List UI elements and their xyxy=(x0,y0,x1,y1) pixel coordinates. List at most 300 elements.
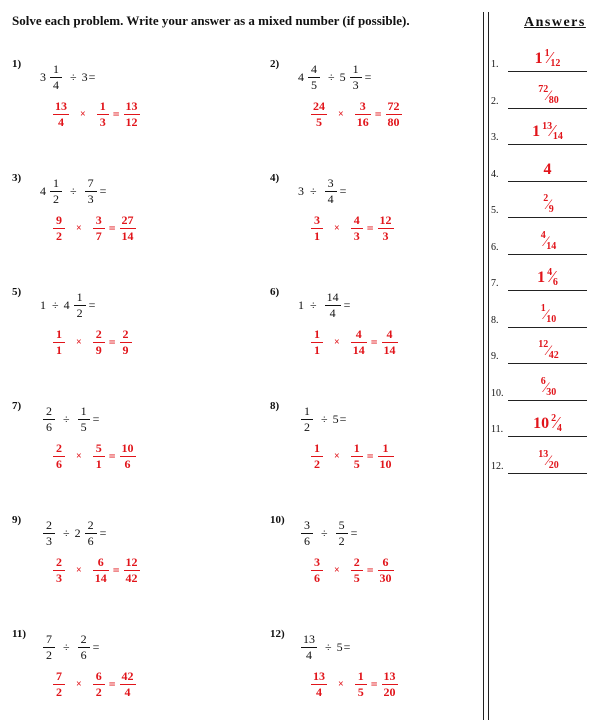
fraction xyxy=(308,63,320,92)
fraction xyxy=(43,633,55,662)
denominator: 2 xyxy=(53,191,59,206)
denominator: 5 xyxy=(311,77,317,92)
numerator: 13 xyxy=(55,98,67,113)
times-sign: × xyxy=(76,222,82,234)
numerator: 1 xyxy=(76,289,83,304)
denominator: 5 xyxy=(357,684,364,699)
answer-denominator: 80 xyxy=(548,94,559,106)
numerator: 1 xyxy=(353,440,360,455)
numerator: 7 xyxy=(46,631,52,646)
answer-line xyxy=(508,400,587,401)
answer-number: 4. xyxy=(491,168,499,180)
answer-number: 3. xyxy=(491,132,499,143)
answer-numerator: 12 xyxy=(538,339,549,350)
fraction-slash: ⁄ xyxy=(544,233,548,250)
denominator: 2 xyxy=(314,456,320,471)
problem-number: 5) xyxy=(12,286,22,298)
denominator: 2 xyxy=(304,419,310,434)
problem-question xyxy=(40,288,95,322)
answer-line xyxy=(508,108,587,109)
fraction xyxy=(351,328,367,357)
problem-question xyxy=(298,516,357,550)
fraction xyxy=(378,442,394,471)
problem-question xyxy=(298,288,350,322)
numerator: 13 xyxy=(383,668,396,683)
answer-number: 12. xyxy=(491,460,504,472)
problem-question xyxy=(298,630,350,664)
denominator: 6 xyxy=(304,533,310,548)
numerator: 1 xyxy=(314,440,320,455)
answer-row xyxy=(491,227,591,257)
numerator: 3 xyxy=(359,98,366,113)
answer-row xyxy=(491,263,591,293)
times-sign: × xyxy=(334,450,340,462)
times-sign: × xyxy=(76,564,82,576)
fraction xyxy=(301,633,317,662)
denominator: 1 xyxy=(95,456,102,471)
denominator: 2 xyxy=(95,684,102,699)
whole-number: 5 xyxy=(339,69,346,84)
denominator: 5 xyxy=(80,419,87,434)
equals-sign: = xyxy=(370,334,378,349)
equals-sign: = xyxy=(88,69,96,84)
worked-solution xyxy=(50,438,139,474)
divide-sign: ÷ xyxy=(70,183,77,198)
worked-solution xyxy=(308,438,397,474)
denominator: 9 xyxy=(122,342,129,357)
numerator: 2 xyxy=(80,631,87,646)
numerator: 9 xyxy=(56,212,62,227)
divide-sign: ÷ xyxy=(70,69,77,84)
problem-number: 4) xyxy=(270,172,280,184)
equals-sign: = xyxy=(108,448,116,463)
numerator: 6 xyxy=(95,668,102,683)
answer-value xyxy=(508,230,587,252)
worked-solution xyxy=(50,324,135,360)
fraction-slash: ⁄ xyxy=(548,48,552,67)
answer-value xyxy=(508,339,587,361)
problem xyxy=(12,286,232,386)
fraction xyxy=(43,405,55,434)
answer-line xyxy=(508,181,587,182)
numerator: 4 xyxy=(386,326,393,341)
problem-question xyxy=(298,402,346,436)
answer-numerator: 2 xyxy=(543,193,549,204)
times-sign: × xyxy=(334,222,340,234)
divide-sign: ÷ xyxy=(63,411,70,426)
fraction xyxy=(120,214,136,243)
numerator: 3 xyxy=(327,175,334,190)
denominator: 16 xyxy=(356,114,369,129)
problem-question xyxy=(40,402,99,436)
fraction xyxy=(53,214,65,243)
numerator: 13 xyxy=(303,631,315,646)
fraction xyxy=(325,177,337,206)
answer-denominator: 10 xyxy=(546,313,557,325)
worked-solution xyxy=(308,552,397,588)
equals-sign: = xyxy=(366,448,374,463)
equals-sign: = xyxy=(108,676,116,691)
whole-number: 3 xyxy=(81,69,88,84)
numerator: 10 xyxy=(121,440,134,455)
times-sign: × xyxy=(334,564,340,576)
numerator: 6 xyxy=(382,554,389,569)
denominator: 14 xyxy=(121,228,134,243)
answer-row xyxy=(491,336,591,366)
denominator: 4 xyxy=(329,305,336,320)
answer-line xyxy=(508,71,587,72)
problem xyxy=(270,172,490,272)
equals-sign: = xyxy=(343,297,351,312)
answer-denominator: 6 xyxy=(552,277,558,288)
answer-numerator: 13 xyxy=(538,448,549,460)
denominator: 6 xyxy=(87,533,94,548)
fraction-slash: ⁄ xyxy=(555,413,558,432)
fraction xyxy=(78,405,90,434)
times-sign: × xyxy=(76,678,82,690)
fraction xyxy=(78,633,90,662)
answer-line xyxy=(508,363,587,364)
fraction xyxy=(351,556,363,585)
denominator: 30 xyxy=(379,570,392,585)
fraction xyxy=(351,442,363,471)
denominator: 6 xyxy=(56,456,62,471)
denominator: 14 xyxy=(352,342,365,357)
answer-denominator: 4 xyxy=(556,423,562,434)
denominator: 2 xyxy=(76,305,83,320)
equals-sign: = xyxy=(108,220,116,235)
answer-numerator: 6 xyxy=(540,375,546,387)
fraction xyxy=(53,328,65,357)
equals-sign: = xyxy=(364,69,372,84)
answer-denominator: 30 xyxy=(546,386,557,398)
fraction xyxy=(93,556,109,585)
numerator: 2 xyxy=(56,554,62,569)
fraction xyxy=(43,519,55,548)
worked-solution xyxy=(50,96,143,132)
problem-number: 12) xyxy=(270,628,285,640)
answer-denominator: 14 xyxy=(552,131,563,142)
answer-value xyxy=(508,48,587,69)
denominator: 4 xyxy=(124,684,131,699)
numerator: 7 xyxy=(87,175,94,190)
numerator: 7 xyxy=(56,668,62,683)
denominator: 3 xyxy=(382,228,389,243)
whole-number: 5 xyxy=(332,411,339,426)
answer-value xyxy=(508,413,587,434)
problem xyxy=(12,172,232,272)
answer-number: 6. xyxy=(491,241,499,253)
fraction-slash: ⁄ xyxy=(544,379,548,396)
fraction xyxy=(120,442,136,471)
equals-sign: = xyxy=(99,525,107,540)
equals-sign: = xyxy=(366,562,374,577)
numerator: 3 xyxy=(314,212,320,227)
answer-row xyxy=(491,154,591,184)
answer-value xyxy=(508,267,587,288)
fraction xyxy=(53,556,65,585)
denominator: 3 xyxy=(87,191,94,206)
whole-number: 4 xyxy=(40,183,46,198)
fraction xyxy=(336,519,348,548)
fraction xyxy=(50,63,62,92)
equals-sign: = xyxy=(88,297,96,312)
answer-line xyxy=(508,254,587,255)
problem-number: 2) xyxy=(270,58,280,70)
answers-title: Answers xyxy=(524,15,586,30)
numerator: 27 xyxy=(121,212,134,227)
answer-whole: 1 xyxy=(534,50,543,67)
problem-question xyxy=(298,60,371,94)
problem-question xyxy=(40,630,99,664)
answer-line xyxy=(508,290,587,291)
problem xyxy=(270,58,490,158)
denominator: 1 xyxy=(314,342,320,357)
fraction xyxy=(50,177,62,206)
denominator: 1 xyxy=(56,342,62,357)
equals-sign: = xyxy=(343,639,351,654)
answer-numerator: 13 xyxy=(542,121,553,132)
problem-number: 11) xyxy=(12,628,27,640)
numerator: 1 xyxy=(357,668,364,683)
numerator: 12 xyxy=(125,554,138,569)
answer-number: 10. xyxy=(491,387,504,399)
denominator: 6 xyxy=(124,456,131,471)
fraction xyxy=(93,670,105,699)
whole-number: 1 xyxy=(298,297,304,312)
instructions: Solve each problem. Write your answer as a mixed number (if possible). xyxy=(12,13,410,28)
problem-number: 8) xyxy=(270,400,280,412)
equals-sign: = xyxy=(366,220,374,235)
numerator: 3 xyxy=(95,212,102,227)
denominator: 14 xyxy=(94,570,107,585)
answer-line xyxy=(508,217,587,218)
denominator: 3 xyxy=(99,114,106,129)
divide-sign: ÷ xyxy=(63,525,70,540)
whole-number: 2 xyxy=(74,525,81,540)
numerator: 1 xyxy=(80,403,87,418)
numerator: 4 xyxy=(311,61,317,76)
problem-number: 6) xyxy=(270,286,280,298)
fraction-slash: ⁄ xyxy=(547,197,550,213)
equals-sign: = xyxy=(112,562,120,577)
answer-number: 5. xyxy=(491,205,499,216)
whole-number: 4 xyxy=(298,69,304,84)
numerator: 42 xyxy=(121,668,134,683)
answer-row xyxy=(491,44,591,74)
fraction-slash: ⁄ xyxy=(551,121,554,140)
equals-sign: = xyxy=(374,106,382,121)
numerator: 1 xyxy=(99,98,106,113)
worked-solution xyxy=(50,552,143,588)
fraction xyxy=(350,63,362,92)
fraction-slash: ⁄ xyxy=(544,306,548,323)
numerator: 4 xyxy=(355,326,362,341)
fraction xyxy=(85,519,97,548)
denominator: 3 xyxy=(46,533,52,548)
denominator: 1 xyxy=(314,228,320,243)
equals-sign: = xyxy=(108,334,116,349)
numerator: 1 xyxy=(56,326,62,341)
denominator: 6 xyxy=(46,419,52,434)
divide-sign: ÷ xyxy=(321,525,328,540)
equals-sign: = xyxy=(99,183,107,198)
equals-sign: = xyxy=(350,525,358,540)
denominator: 12 xyxy=(125,114,138,129)
denominator: 5 xyxy=(353,456,360,471)
fraction xyxy=(93,442,105,471)
answer-whole: 4 xyxy=(543,160,552,178)
worked-solution xyxy=(308,666,401,702)
equals-sign: = xyxy=(339,411,347,426)
numerator: 13 xyxy=(125,98,138,113)
answer-value xyxy=(508,376,587,398)
numerator: 3 xyxy=(314,554,320,569)
answer-numerator: 1 xyxy=(544,48,550,59)
denominator: 5 xyxy=(316,114,322,129)
fraction xyxy=(325,291,341,320)
problem-number: 7) xyxy=(12,400,22,412)
numerator: 1 xyxy=(304,403,310,418)
problem xyxy=(270,286,490,386)
fraction xyxy=(378,556,394,585)
fraction xyxy=(93,328,105,357)
problem-question xyxy=(298,174,346,208)
problem xyxy=(12,58,232,158)
fraction xyxy=(120,670,136,699)
divide-sign: ÷ xyxy=(52,297,59,312)
worked-solution xyxy=(308,210,397,246)
numerator: 2 xyxy=(46,403,52,418)
answer-row xyxy=(491,81,591,111)
fraction xyxy=(311,100,327,129)
numerator: 5 xyxy=(95,440,102,455)
fraction xyxy=(93,214,105,243)
divide-sign: ÷ xyxy=(325,639,332,654)
fraction xyxy=(85,177,97,206)
fraction xyxy=(311,214,323,243)
answer-numerator: 2 xyxy=(551,413,557,424)
numerator: 1 xyxy=(314,326,320,341)
fraction xyxy=(120,328,132,357)
denominator: 6 xyxy=(80,647,87,662)
denominator: 3 xyxy=(352,77,359,92)
problem xyxy=(270,514,490,614)
numerator: 2 xyxy=(353,554,360,569)
denominator: 2 xyxy=(338,533,345,548)
answer-denominator: 9 xyxy=(548,204,554,215)
numerator: 1 xyxy=(53,175,59,190)
denominator: 80 xyxy=(387,114,400,129)
numerator: 3 xyxy=(304,517,310,532)
equals-sign: = xyxy=(92,411,100,426)
denominator: 42 xyxy=(125,570,138,585)
equals-sign: = xyxy=(112,106,120,121)
fraction xyxy=(311,328,323,357)
answer-denominator: 20 xyxy=(548,459,559,471)
answer-value xyxy=(508,121,587,142)
fraction xyxy=(53,100,69,129)
fraction-slash: ⁄ xyxy=(547,343,550,359)
divide-sign: ÷ xyxy=(310,297,317,312)
numerator: 2 xyxy=(56,440,62,455)
fraction-slash: ⁄ xyxy=(551,267,554,286)
problem xyxy=(12,400,232,500)
numerator: 12 xyxy=(379,212,392,227)
fraction xyxy=(355,100,371,129)
answer-numerator: 72 xyxy=(538,83,549,95)
numerator: 4 xyxy=(353,212,360,227)
fraction xyxy=(74,291,86,320)
equals-sign: = xyxy=(370,676,378,691)
times-sign: × xyxy=(338,678,344,690)
numerator: 1 xyxy=(382,440,389,455)
numerator: 13 xyxy=(313,668,325,683)
denominator: 2 xyxy=(56,684,62,699)
numerator: 14 xyxy=(326,289,339,304)
answer-value xyxy=(508,449,587,471)
worked-solution xyxy=(308,96,405,132)
answer-numerator: 1 xyxy=(540,302,546,314)
answer-row xyxy=(491,373,591,403)
denominator: 6 xyxy=(314,570,320,585)
answer-value xyxy=(508,193,587,215)
fraction xyxy=(301,519,313,548)
answer-row xyxy=(491,300,591,330)
fraction xyxy=(97,100,109,129)
fraction xyxy=(355,670,367,699)
denominator: 4 xyxy=(53,77,59,92)
denominator: 3 xyxy=(56,570,62,585)
answer-line xyxy=(508,327,587,328)
answer-number: 1. xyxy=(491,59,499,70)
fraction-slash: ⁄ xyxy=(547,452,550,469)
fraction xyxy=(382,670,398,699)
answer-denominator: 14 xyxy=(546,240,557,252)
worked-solution xyxy=(50,666,139,702)
fraction xyxy=(378,214,394,243)
problem-number: 3) xyxy=(12,172,22,184)
fraction xyxy=(382,328,398,357)
denominator: 20 xyxy=(383,684,396,699)
denominator: 7 xyxy=(95,228,102,243)
divide-sign: ÷ xyxy=(328,69,335,84)
problem-number: 9) xyxy=(12,514,22,526)
denominator: 4 xyxy=(327,191,334,206)
answer-row xyxy=(491,446,591,476)
denominator: 3 xyxy=(353,228,360,243)
numerator: 5 xyxy=(338,517,345,532)
times-sign: × xyxy=(76,336,82,348)
whole-number: 3 xyxy=(298,183,304,198)
answer-numerator: 4 xyxy=(547,267,553,278)
denominator: 9 xyxy=(95,342,102,357)
denominator: 2 xyxy=(56,228,62,243)
answer-value xyxy=(508,161,587,179)
times-sign: × xyxy=(334,336,340,348)
answer-row xyxy=(491,190,591,220)
problem-question xyxy=(40,174,106,208)
worked-solution xyxy=(50,210,139,246)
divide-sign: ÷ xyxy=(310,183,317,198)
whole-number: 4 xyxy=(63,297,70,312)
answer-number: 9. xyxy=(491,351,499,362)
answer-whole: 1 xyxy=(532,123,541,140)
denominator: 10 xyxy=(379,456,392,471)
answer-number: 2. xyxy=(491,95,499,107)
answer-row xyxy=(491,409,591,439)
answer-number: 11. xyxy=(491,424,504,435)
